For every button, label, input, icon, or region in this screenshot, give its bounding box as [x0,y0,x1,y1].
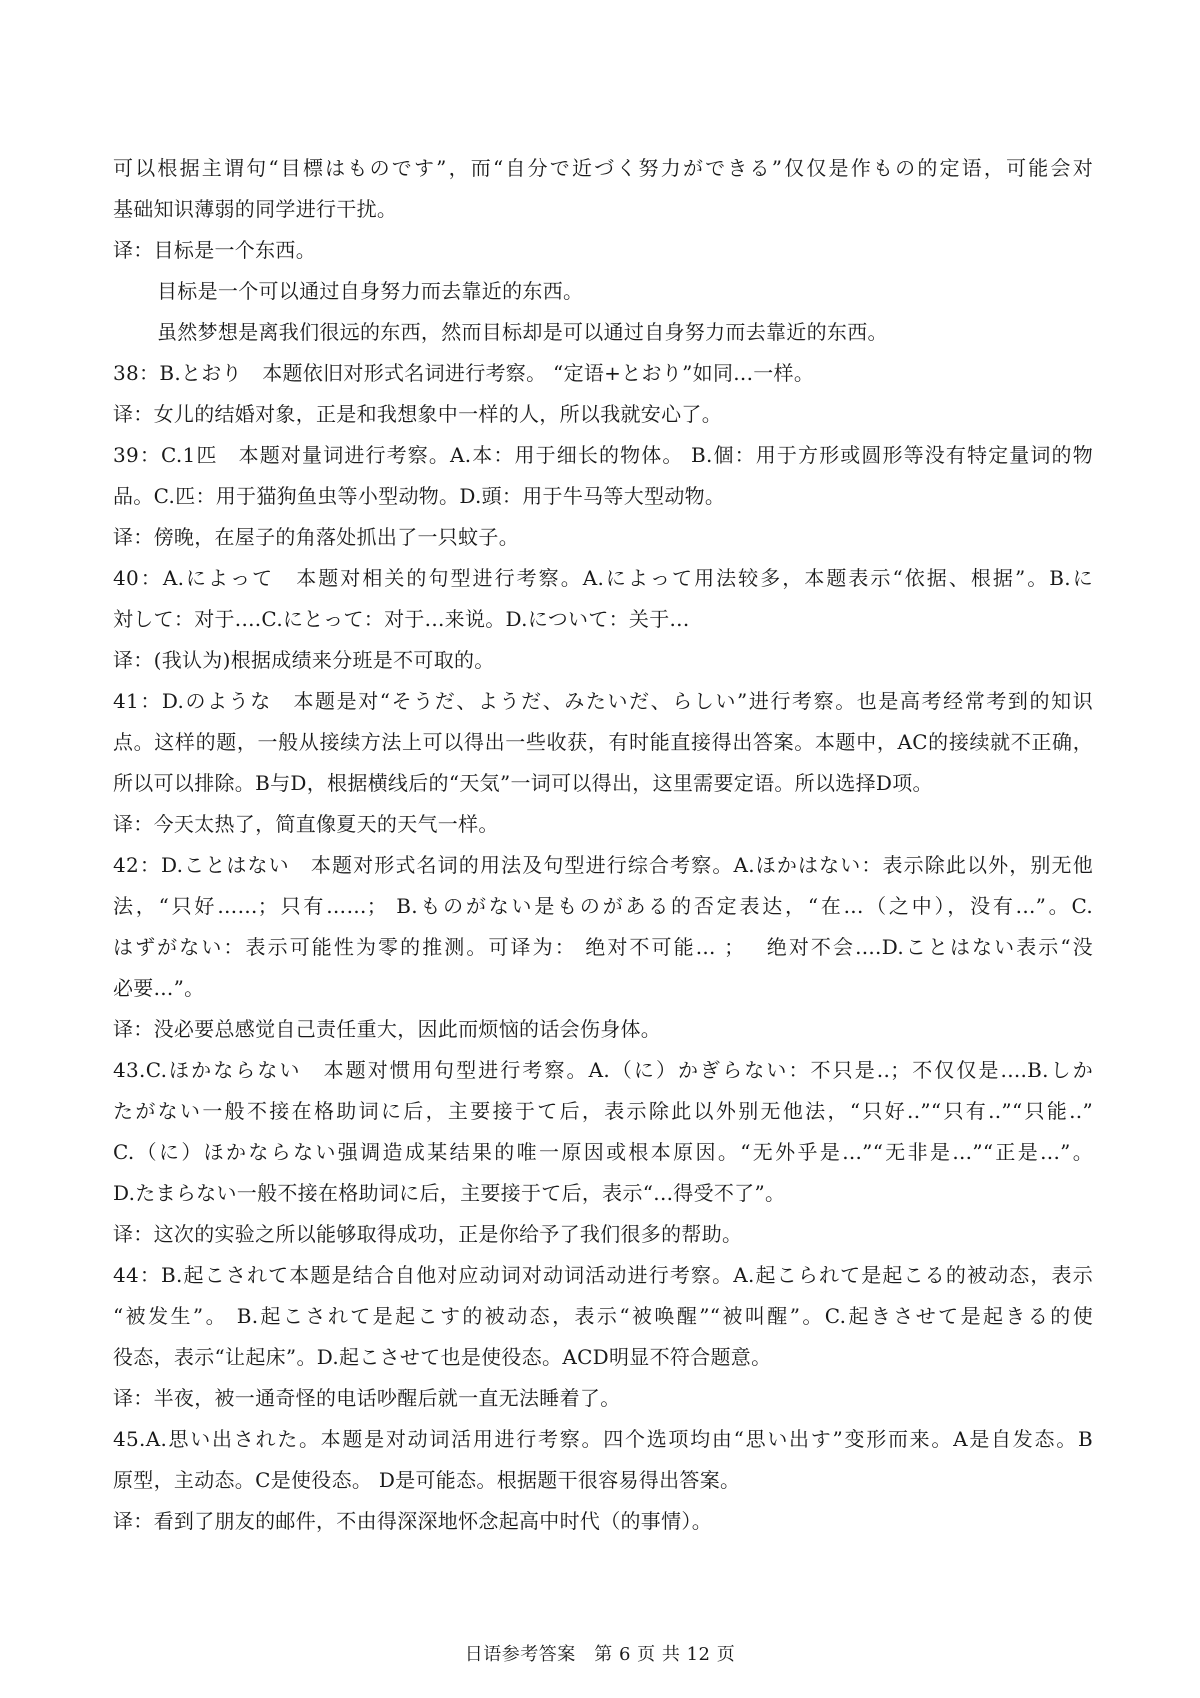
text-line: 必要...”。 [113,976,205,1000]
text-line: 44：B.起こされて本题是结合自他对应动词对动词活动进行考察。A.起こられて是起こる的被动态，表示 [113,1263,1093,1287]
text-line: 41：D.のような 本题是对“そうだ、ようだ、みたいだ、らしい”进行考察。也是高考经常考到的知识 [113,689,1093,713]
answer-explanation-body [113,148,1093,1542]
text-line: 目标是一个可以通过自身努力而去靠近的东西。 [157,279,584,303]
text-line: 38：B.とおり 本题依旧对形式名词进行考察。 “定语+とおり”如同...一样。 [113,361,815,385]
text-line: 40：A.によって 本题对相关的句型进行考察。A.によって用法较多，本题表示“依据、根据”。B.に [113,566,1093,590]
text-line: 译：(我认为)根据成绩来分班是不可取的。 [113,648,495,672]
page-footer: 日语参考答案 第 6 页 共 12 页 [464,1644,736,1665]
text-line: 译：今天太热了，简直像夏天的天气一样。 [113,812,499,836]
text-line: 虽然梦想是离我们很远的东西，然而目标却是可以通过自身努力而去靠近的东西。 [157,320,888,344]
text-line: 点。这样的题，一般从接续方法上可以得出一些收获，有时能直接得出答案。本题中，AC的接续就不正确， [113,730,1093,754]
text-line: 译：傍晚，在屋子的角落处抓出了一只蚊子。 [113,525,519,549]
text-line: “被发生”。 B.起こされて是起こす的被动态，表示“被唤醒”“被叫醒”。C.起きさせて是起きる的使 [113,1304,1093,1328]
text-line: 基础知识薄弱的同学进行干扰。 [113,197,398,221]
text-line: 译：女儿的结婚对象，正是和我想象中一样的人，所以我就安心了。 [113,402,722,426]
text-line: はずがない：表示可能性为零的推测。可译为： 绝对不可能... ； 绝对不会....D.ことはない表示“没 [113,935,1093,959]
text-line: 43.C.ほかならない 本题对惯用句型进行考察。A.（に）かぎらない：不只是..；不仅仅是....B.しか [113,1058,1093,1082]
text-line: 対して：对于....C.にとって：对于...来说。D.について：关于... [113,607,690,631]
text-line: C.（に）ほかならない强调造成某结果的唯一原因或根本原因。“无外乎是...”“无非是...”“正是...”。 [113,1140,1093,1164]
text-line: 42：D.ことはない 本题对形式名词的用法及句型进行综合考察。A.ほかはない：表示除此以外，别无他 [113,853,1093,877]
text-line: 可以根据主谓句“目標はものです”，而“自分で近づく努力ができる”仅仅是作もの的定语，可能会对 [113,156,1093,180]
text-line: 39：C.1匹 本题对量词进行考察。A.本：用于细长的物体。 B.個：用于方形或圆形等没有特定量词的物 [113,443,1093,467]
text-line: 译：半夜，被一通奇怪的电话吵醒后就一直无法睡着了。 [113,1386,621,1410]
text-line: 45.A.思い出された。本题是对动词活用进行考察。四个选项均由“思い出す”变形而来。A是自发态。B [113,1427,1093,1451]
text-line: 法，“只好……；只有……； B.ものがない是ものがある的否定表达，“在...（之中），没有...”。C. [113,894,1093,918]
text-line: 译：没必要总感觉自己责任重大，因此而烦恼的话会伤身体。 [113,1017,662,1041]
text-line: たがない一般不接在格助词に后，主要接于て后，表示除此以外别无他法，“只好..”“只有..”“只能..” [113,1099,1093,1123]
text-line: 役态，表示“让起床”。D.起こさせて也是使役态。ACD明显不符合题意。 [113,1345,772,1369]
text-line: 译：这次的实验之所以能够取得成功，正是你给予了我们很多的帮助。 [113,1222,743,1246]
text-line: 译：看到了朋友的邮件，不由得深深地怀念起高中时代（的事情）。 [113,1509,712,1533]
text-line: 所以可以排除。B与D，根据横线后的“天気”一词可以得出，这里需要定语。所以选择D项。 [113,771,933,795]
text-line: 译：目标是一个东西。 [113,238,316,262]
text-line: 品。C.匹：用于猫狗鱼虫等小型动物。D.頭：用于牛马等大型动物。 [113,484,726,508]
text-line: 原型，主动态。C是使役态。 D是可能态。根据题干很容易得出答案。 [113,1468,741,1492]
text-line: D.たまらない一般不接在格助词に后，主要接于て后，表示“...得受不了”。 [113,1181,786,1205]
